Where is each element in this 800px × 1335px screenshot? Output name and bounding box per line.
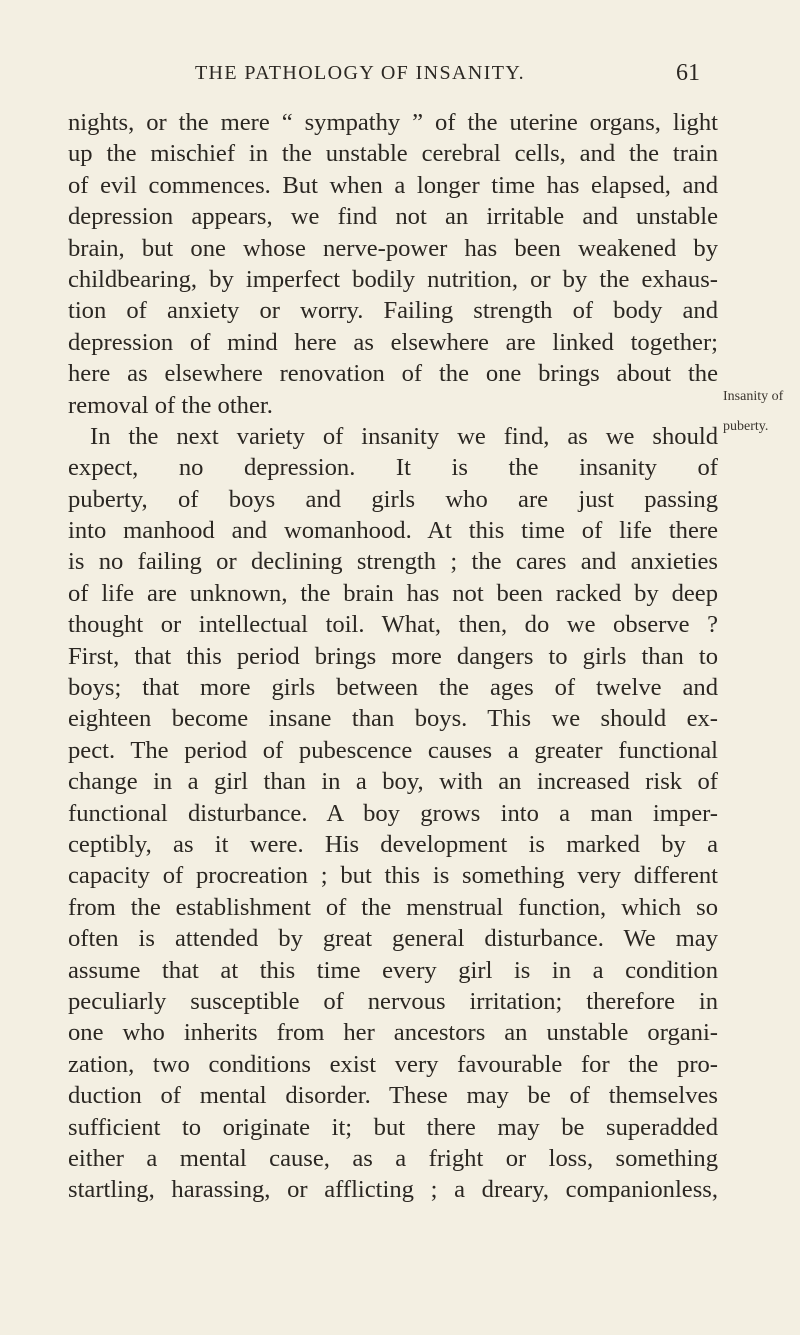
text-line: zation, two conditions exist very favourable for the pro- <box>68 1050 718 1078</box>
running-head <box>0 60 800 90</box>
text-line: duction of mental disorder. These may be of themselves <box>68 1082 718 1110</box>
text-line: puberty, of boys and girls who are just passing <box>68 485 718 513</box>
text-line: here as elsewhere renovation of the one brings about the <box>68 360 718 388</box>
text-line: capacity of procreation ; but this is something very different <box>68 862 718 890</box>
text-line: of evil commences. But when a longer time has elapsed, and <box>68 171 718 199</box>
text-line: boys; that more girls between the ages of twelve and <box>68 674 718 702</box>
text-line: assume that at this time every girl is in a condition <box>68 956 718 984</box>
page-number: 61 <box>676 60 700 86</box>
text-line: removal of the other. <box>68 391 273 419</box>
page-title: THE PATHOLOGY OF INSANITY. <box>194 62 526 84</box>
text-line: either a mental cause, as a fright or loss, something <box>68 1144 718 1172</box>
text-line: First, that this period brings more dangers to girls than to <box>68 642 718 670</box>
text-line: sufficient to originate it; but there may be superadded <box>68 1113 718 1141</box>
text-line: is no failing or declining strength ; the cares and anxieties <box>68 548 718 576</box>
text-line: into manhood and womanhood. At this time of life there <box>68 517 718 545</box>
text-line: depression appears, we find not an irritable and unstable <box>68 203 718 231</box>
text-line: one who inherits from her ancestors an unstable organi- <box>68 1019 718 1047</box>
margin-note: Insanity of <box>723 389 784 404</box>
text-line: change in a girl than in a boy, with an increased risk of <box>68 768 718 796</box>
text-line: expect, no depression. It is the insanity of <box>68 454 718 482</box>
text-line: childbearing, by imperfect bodily nutrition, or by the exhaus- <box>68 265 718 293</box>
text-line: eighteen become insane than boys. This we should ex- <box>68 705 718 733</box>
text-line: peculiarly susceptible of nervous irritation; therefore in <box>68 987 718 1015</box>
text-line: up the mischief in the unstable cerebral cells, and the train <box>68 140 718 168</box>
text-line: nights, or the mere “ sympathy ” of the uterine organs, light <box>68 109 718 136</box>
text-line: In the next variety of insanity we find, as we should <box>90 422 718 450</box>
text-line: startling, harassing, or afflicting ; a dreary, companionless, <box>68 1176 718 1204</box>
text-line: often is attended by great general disturbance. We may <box>68 925 718 953</box>
text-line: from the establishment of the menstrual function, which so <box>68 893 718 921</box>
text-line: brain, but one whose nerve-power has been weakened by <box>68 234 718 262</box>
text-line: functional disturbance. A boy grows into a man imper- <box>68 799 718 827</box>
text-line: pect. The period of pubescence causes a greater functional <box>68 736 718 764</box>
margin-note: puberty. <box>723 419 769 434</box>
text-line: depression of mind here as elsewhere are linked together; <box>68 328 718 356</box>
text-line: thought or intellectual toil. What, then, do we observe ? <box>68 611 718 639</box>
text-line: tion of anxiety or worry. Failing strength of body and <box>68 297 718 325</box>
text-line: of life are unknown, the brain has not been racked by deep <box>68 579 718 607</box>
body-text <box>68 107 718 1206</box>
text-line: ceptibly, as it were. His development is marked by a <box>68 830 718 858</box>
